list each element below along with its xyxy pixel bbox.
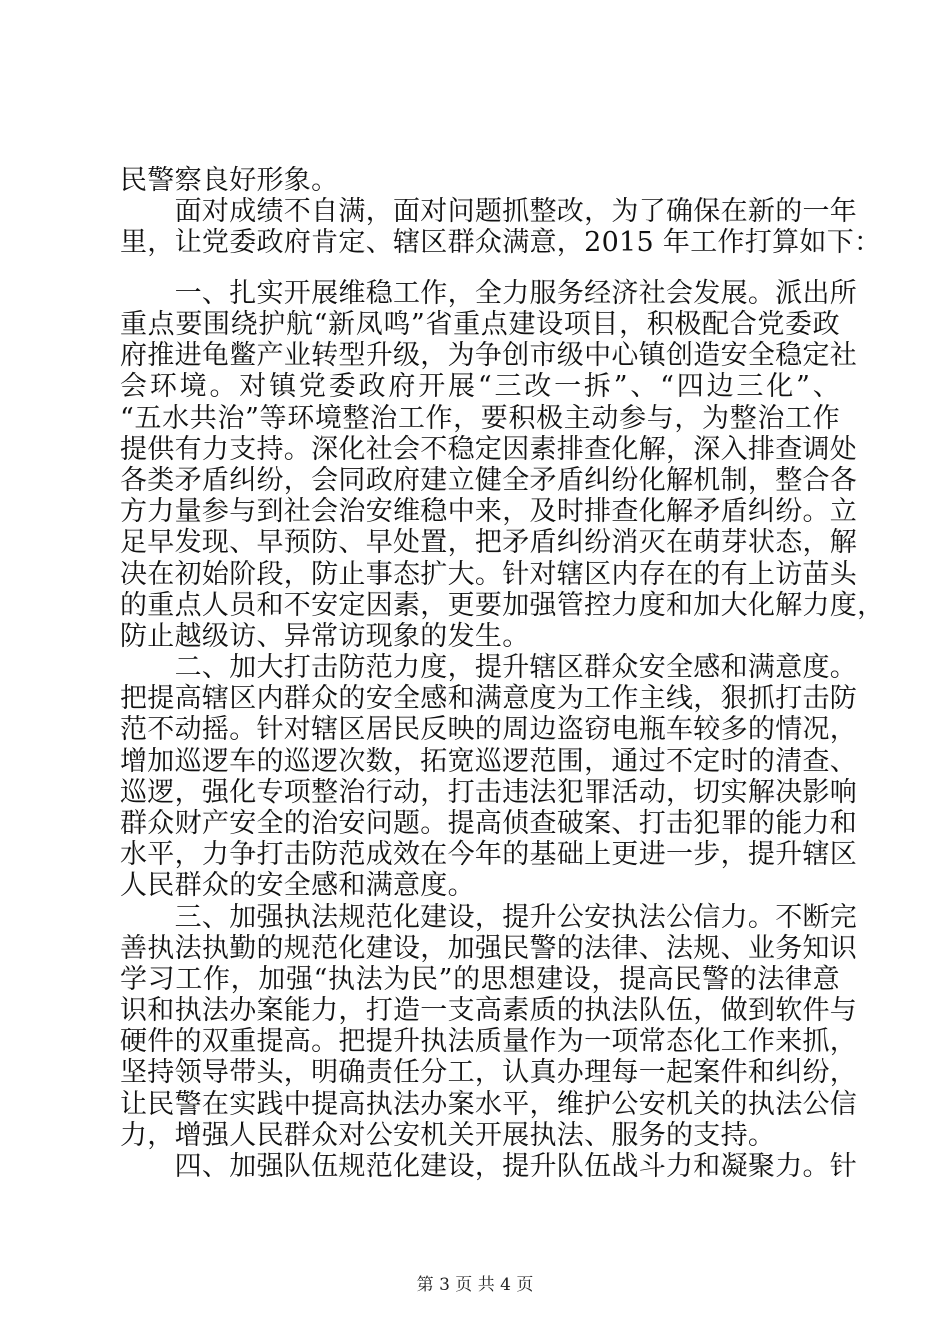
text-line: 学习工作，加强“执法为民”的思想建设，提高民警的法律意 (120, 964, 840, 995)
text-line: 提供有力支持。深化社会不稳定因素排查化解，深入排查调处 (120, 434, 858, 465)
text-line: 重点要围绕护航“新凤鸣”省重点建设项目，积极配合党委政 (120, 309, 840, 340)
text-line: 方力量参与到社会治安维稳中来，及时排查化解矛盾纠纷。立 (120, 496, 858, 527)
text-line: 府推进龟鳖产业转型升级，为争创市级中心镇创造安全稳定社 (120, 340, 858, 371)
text-line: 三、加强执法规范化建设，提升公安执法公信力。不断完 (120, 902, 858, 933)
text-line: 增加巡逻车的巡逻次数，拓宽巡逻范围，通过不定时的清查、 (120, 746, 858, 777)
text-line: 范不动摇。针对辖区居民反映的周边盗窃电瓶车较多的情况， (120, 714, 858, 745)
text-line: 识和执法办案能力，打造一支高素质的执法队伍，做到软件与 (120, 995, 858, 1026)
text-line: 里，让党委政府肯定、辖区群众满意，2015 年工作打算如下： (120, 227, 882, 258)
text-line: 善执法执勤的规范化建设，加强民警的法律、法规、业务知识 (120, 933, 858, 964)
text-line: 面对成绩不自满，面对问题抓整改，为了确保在新的一年 (120, 196, 858, 227)
text-line: 让民警在实践中提高执法办案水平，维护公安机关的执法公信 (120, 1089, 858, 1120)
text-line: 各类矛盾纠纷，会同政府建立健全矛盾纠纷化解机制，整合各 (120, 465, 858, 496)
text-line: 群众财产安全的治安问题。提高侦查破案、打击犯罪的能力和 (120, 808, 858, 839)
text-line: 民警察良好形象。 (120, 165, 339, 196)
text-line: 会环境。对镇党委政府开展“三改一拆”、“四边三化”、 (120, 371, 840, 402)
text-line: 一、扎实开展维稳工作，全力服务经济社会发展。派出所 (120, 278, 858, 309)
text-line: 力，增强人民群众对公安机关开展执法、服务的支持。 (120, 1120, 776, 1151)
text-line: 人民群众的安全感和满意度。 (120, 870, 475, 901)
page-number-footer: 第 3 页 共 4 页 (416, 1275, 534, 1295)
text-line: 把提高辖区内群众的安全感和满意度为工作主线，狠抓打击防 (120, 683, 858, 714)
text-line: 水平，力争打击防范成效在今年的基础上更进一步，提升辖区 (120, 839, 858, 870)
text-line: 防止越级访、异常访现象的发生。 (120, 621, 530, 652)
text-line: 硬件的双重提高。把提升执法质量作为一项常态化工作来抓， (120, 1026, 858, 1057)
text-line: 的重点人员和不安定因素，更要加强管控力度和加大化解力度， (120, 590, 885, 621)
text-line: 坚持领导带头，明确责任分工，认真办理每一起案件和纠纷， (120, 1057, 858, 1088)
text-line: 决在初始阶段，防止事态扩大。针对辖区内存在的有上访苗头 (120, 559, 858, 590)
text-line: “五水共治”等环境整治工作，要积极主动参与，为整治工作 (120, 403, 840, 434)
text-line: 足早发现、早预防、早处置，把矛盾纠纷消灭在萌芽状态，解 (120, 527, 858, 558)
text-line: 四、加强队伍规范化建设，提升队伍战斗力和凝聚力。针 (120, 1151, 858, 1182)
text-line: 二、加大打击防范力度，提升辖区群众安全感和满意度。 (120, 652, 858, 683)
text-line: 巡逻，强化专项整治行动，打击违法犯罪活动，切实解决影响 (120, 777, 858, 808)
